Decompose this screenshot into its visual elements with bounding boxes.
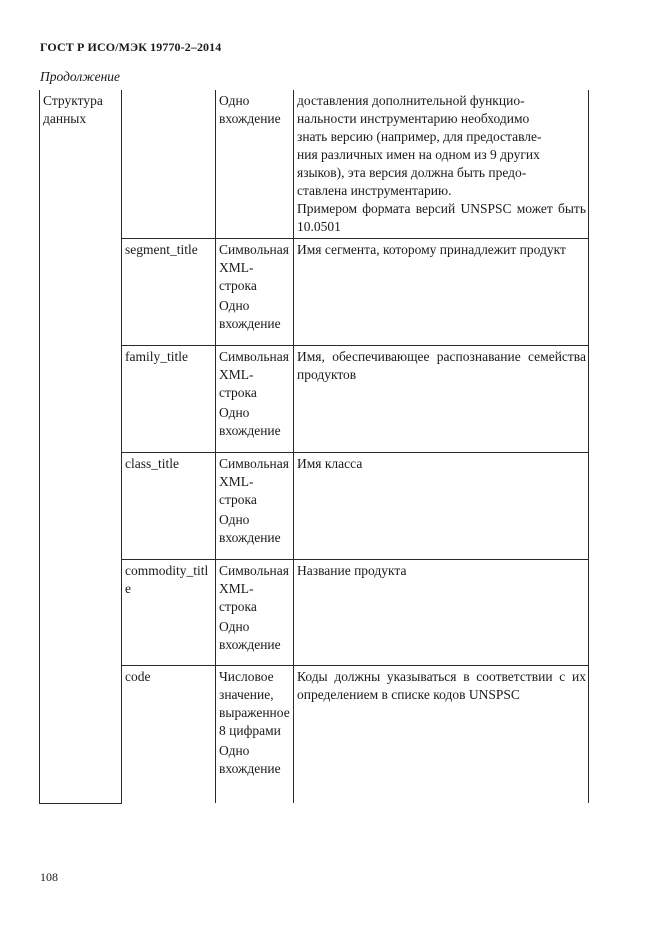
example-text: Примером формата версий UNSPSC может быть 10.0501 [297, 201, 586, 234]
table-row [40, 452, 589, 559]
type-text: Символьная XML-строка [219, 348, 289, 400]
description-line: ставлена инструментарию. [297, 183, 452, 198]
type-text: Символьная XML-строка [219, 562, 289, 614]
table-row [40, 90, 589, 238]
section-label: Структура данных [43, 93, 103, 126]
continuation-label: Продолжение [40, 69, 121, 84]
element-cell [122, 665, 216, 803]
description-line: языков), эта версия должна быть предо- [297, 165, 527, 180]
type-text: Числовое значение, выраженное 8 цифрами [219, 668, 290, 738]
description-line: ния различных имен на одном из 9 других [297, 147, 540, 162]
element-name: code [125, 668, 151, 684]
occurrence-text: Одно вхождение [219, 297, 281, 331]
element-name: segment_title [125, 241, 198, 257]
description-cell [294, 90, 589, 238]
type-cell [216, 90, 294, 238]
description-cell [294, 665, 589, 803]
type-text: Символьная XML-строка [219, 455, 289, 507]
element-name: class_title [125, 455, 179, 471]
table-row [40, 238, 589, 345]
page-number: 108 [40, 870, 58, 884]
description-cell [294, 238, 589, 345]
element-name: commodity_title [125, 562, 209, 596]
element-cell [122, 559, 216, 665]
description-line: знать версию (например, для предоставле- [297, 129, 542, 144]
description-text: Коды должны указываться в соответствии с их определением в списке кодов UNSPSC [297, 668, 586, 702]
table-row [40, 559, 589, 665]
description-text: Имя класса [297, 455, 363, 471]
type-text: Символьная XML-строка [219, 241, 289, 293]
type-cell [216, 452, 294, 559]
element-cell [122, 90, 216, 238]
description-text: Название продукта [297, 562, 407, 578]
description-cell [294, 452, 589, 559]
description-line: доставления дополнительной функцио- [297, 93, 525, 108]
table-row [40, 345, 589, 452]
type-cell [216, 665, 294, 803]
table-row [40, 665, 589, 803]
description-text: Имя, обеспечивающее распознавание семейства продуктов [297, 348, 586, 382]
occurrence-text: Одно вхождение [219, 93, 281, 126]
section-label-cell [40, 90, 122, 803]
description-text: Имя сегмента, которому принадлежит продукт [297, 241, 566, 257]
type-cell [216, 559, 294, 665]
occurrence-text: Одно вхождение [219, 618, 281, 652]
occurrence-text: Одно вхождение [219, 404, 281, 438]
occurrence-text: Одно вхождение [219, 742, 281, 776]
element-cell [122, 452, 216, 559]
description-line: нальности инструментарию необходимо [297, 111, 530, 126]
description-cell [294, 559, 589, 665]
element-name: family_title [125, 348, 188, 364]
occurrence-text: Одно вхождение [219, 511, 281, 545]
spec-table [39, 90, 589, 804]
type-cell [216, 238, 294, 345]
document-header: ГОСТ Р ИСО/МЭК 19770-2–2014 [40, 40, 222, 54]
type-cell [216, 345, 294, 452]
element-cell [122, 238, 216, 345]
element-cell [122, 345, 216, 452]
description-cell [294, 345, 589, 452]
